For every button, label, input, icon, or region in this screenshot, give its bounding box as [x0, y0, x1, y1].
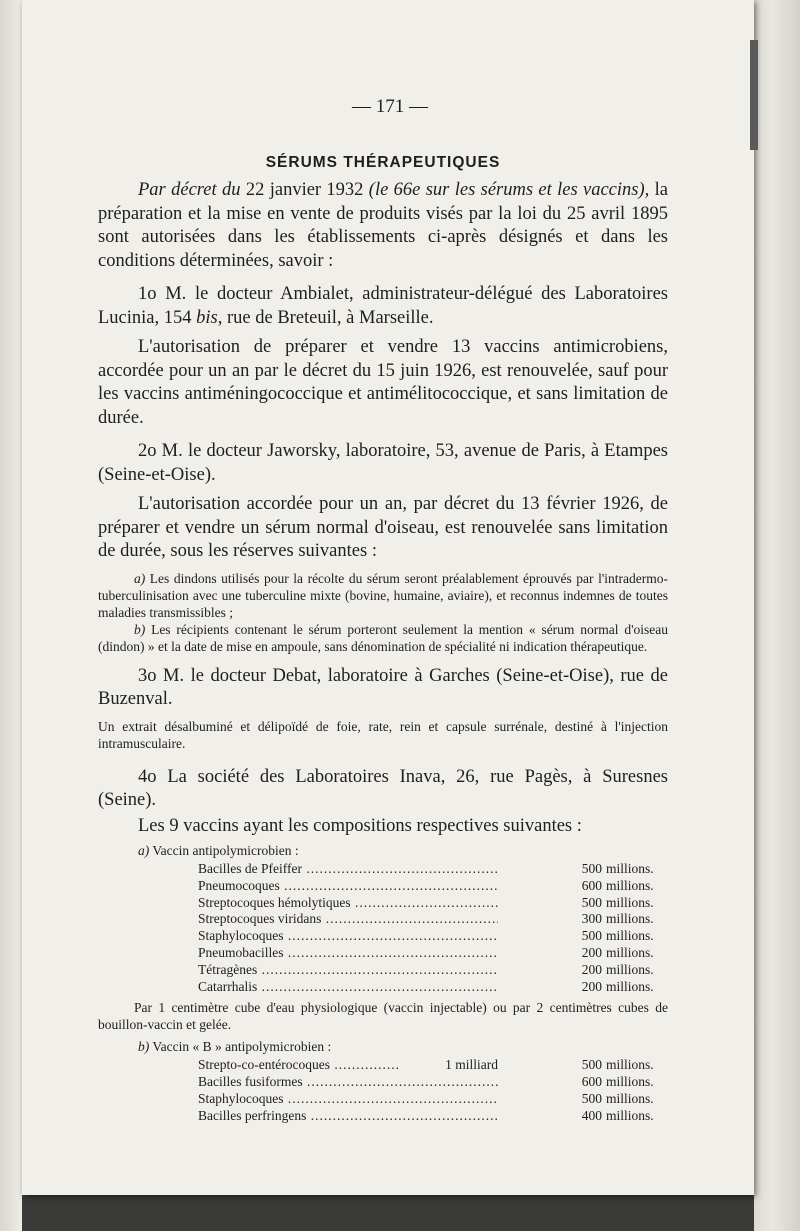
row-unit: millions. [606, 861, 654, 876]
table-row [98, 1108, 668, 1125]
vaccine-b-title: b) Vaccin « B » antipolymicrobien : [138, 1039, 332, 1055]
table-row [98, 878, 668, 895]
row-value: 200 [498, 979, 602, 996]
entry-2-text: L'autorisation accordée pour un an, par décret du 13 février 1926, de préparer et vendre un sérum normal d'oiseau, est renouvelée sans limitation de durée, sous les réserves suivantes : [98, 494, 668, 561]
row-name: Catarrhalis ..... [198, 979, 498, 996]
row-name: Streptocoques hémolytiques ..... [198, 895, 498, 912]
vaccine-a-title: a) Vaccin antipolymicrobien : [138, 843, 299, 858]
page-content [98, 96, 668, 1125]
table-row [98, 962, 668, 979]
table-row [98, 911, 668, 928]
row-name: Streptocoques viridans ..... [198, 911, 498, 928]
row-name: Bacilles fusiformes ..... [198, 1074, 498, 1091]
row-value: 500 [498, 861, 602, 878]
row-unit: millions. [606, 911, 654, 927]
row-value: 600 [498, 878, 602, 895]
row-unit: millions. [606, 1057, 654, 1073]
row-value: 400 [498, 1108, 602, 1125]
table-row [98, 861, 668, 878]
book-spine [0, 0, 22, 1231]
intro-rest: la préparation et la mise en vente de produits visés par la loi du 25 avril 1895 sont autorisées dans les établissements ci-après désignés et dans les conditions déterminées, savoir : [98, 180, 668, 271]
row-prefix-value: 1 milliard [398, 1057, 498, 1074]
row-value: 200 [498, 945, 602, 962]
scan-marker [750, 40, 758, 150]
page-number: — 171 — [352, 96, 428, 117]
row-unit: millions. [606, 1090, 654, 1106]
entry-4-heading: 4o La société des Laboratoires Inava, 26, rue Pagès, à Suresnes (Seine). [98, 766, 668, 810]
vaccine-a-note: Par 1 centimètre cube d'eau physiologique (vaccin injectable) ou par 2 centimètres cubes de bouillon-vaccin et gelée. [98, 1000, 668, 1033]
row-name: Staphylocoques ..... [198, 1091, 498, 1108]
vaccine-b-table [98, 1057, 668, 1124]
entry-1-text: L'autorisation de préparer et vendre 13 vaccins antimicrobiens, accordée pour un an par le décret du 15 juin 1926, est renouvelée, sauf pour les vaccins antiméningococcique et antimélitococcique, et sans limitation de durée. [98, 337, 668, 428]
row-value: 500 [498, 895, 602, 912]
row-unit: millions. [606, 1107, 654, 1123]
entry-2-reserve-b: b) Les récipients contenant le sérum porteront seulement la mention « sérum normal d'oiseau (dindon) » et la date de mise en ampoule, sans dénomination de spécialité ni indication thérapeutique. [98, 621, 668, 654]
intro-note: (le 66e sur les sérums et les vaccins), [363, 180, 650, 200]
row-unit: millions. [606, 1074, 654, 1090]
table-row [98, 979, 668, 996]
entry-1-heading: 1o M. le docteur Ambialet, administrateur-délégué des Laboratoires Lucinia, 154 bis, rue de Breteuil, à Marseille. [98, 284, 668, 328]
table-row [98, 1074, 668, 1091]
table-row [98, 928, 668, 945]
section-heading: SÉRUMS THÉRAPEUTIQUES [265, 154, 501, 171]
entry-2-heading: 2o M. le docteur Jaworsky, laboratoire, 53, avenue de Paris, à Etampes (Seine-et-Oise). [98, 441, 668, 485]
table-row [98, 945, 668, 962]
table-row [98, 895, 668, 912]
row-unit: millions. [606, 928, 654, 944]
table-row [98, 1057, 668, 1074]
row-unit: millions. [606, 961, 654, 977]
row-value: 500 [498, 1091, 602, 1108]
entry-2-reserve-a: a) Les dindons utilisés pour la récolte du sérum seront préalablement éprouvés par l'intradermo-tuberculinisation avec une tuberculine mixte (bovine, humaine, aviaire), et reconnus indemnes de toutes maladies transmissibles ; [98, 570, 668, 620]
entry-4-subheading: Les 9 vaccins ayant les compositions respectives suivantes : [138, 815, 582, 836]
row-value: 600 [498, 1074, 602, 1091]
row-unit: millions. [606, 877, 654, 893]
entry-3-heading: 3o M. le docteur Debat, laboratoire à Garches (Seine-et-Oise), rue de Buzenval. [98, 665, 668, 709]
row-name: Bacilles de Pfeiffer ..... [198, 861, 498, 878]
vaccine-a-table [98, 861, 668, 995]
row-name: Tétragènes ..... [198, 962, 498, 979]
row-name: Bacilles perfringens ..... [198, 1108, 498, 1125]
intro-lead: Par décret du [138, 180, 246, 200]
row-value: 300 [498, 911, 602, 928]
row-name: Strepto-co-entérocoques ..... [198, 1057, 498, 1074]
page-edge [754, 0, 800, 1231]
row-value: 500 [498, 1057, 602, 1074]
row-name: Pneumobacilles ..... [198, 945, 498, 962]
table-row [98, 1091, 668, 1108]
intro-paragraph [98, 179, 668, 273]
entry-3-text: Un extrait désalbuminé et délipoïdé de foie, rate, rein et capsule surrénale, destiné à l'injection intramusculaire. [98, 718, 668, 751]
row-value: 200 [498, 962, 602, 979]
row-name: Pneumocoques ..... [198, 878, 498, 895]
row-unit: millions. [606, 894, 654, 910]
intro-date: 22 janvier 1932 [245, 180, 364, 200]
row-value: 500 [498, 928, 602, 945]
row-name: Staphylocoques ..... [198, 928, 498, 945]
row-unit: millions. [606, 978, 654, 994]
row-unit: millions. [606, 944, 654, 960]
